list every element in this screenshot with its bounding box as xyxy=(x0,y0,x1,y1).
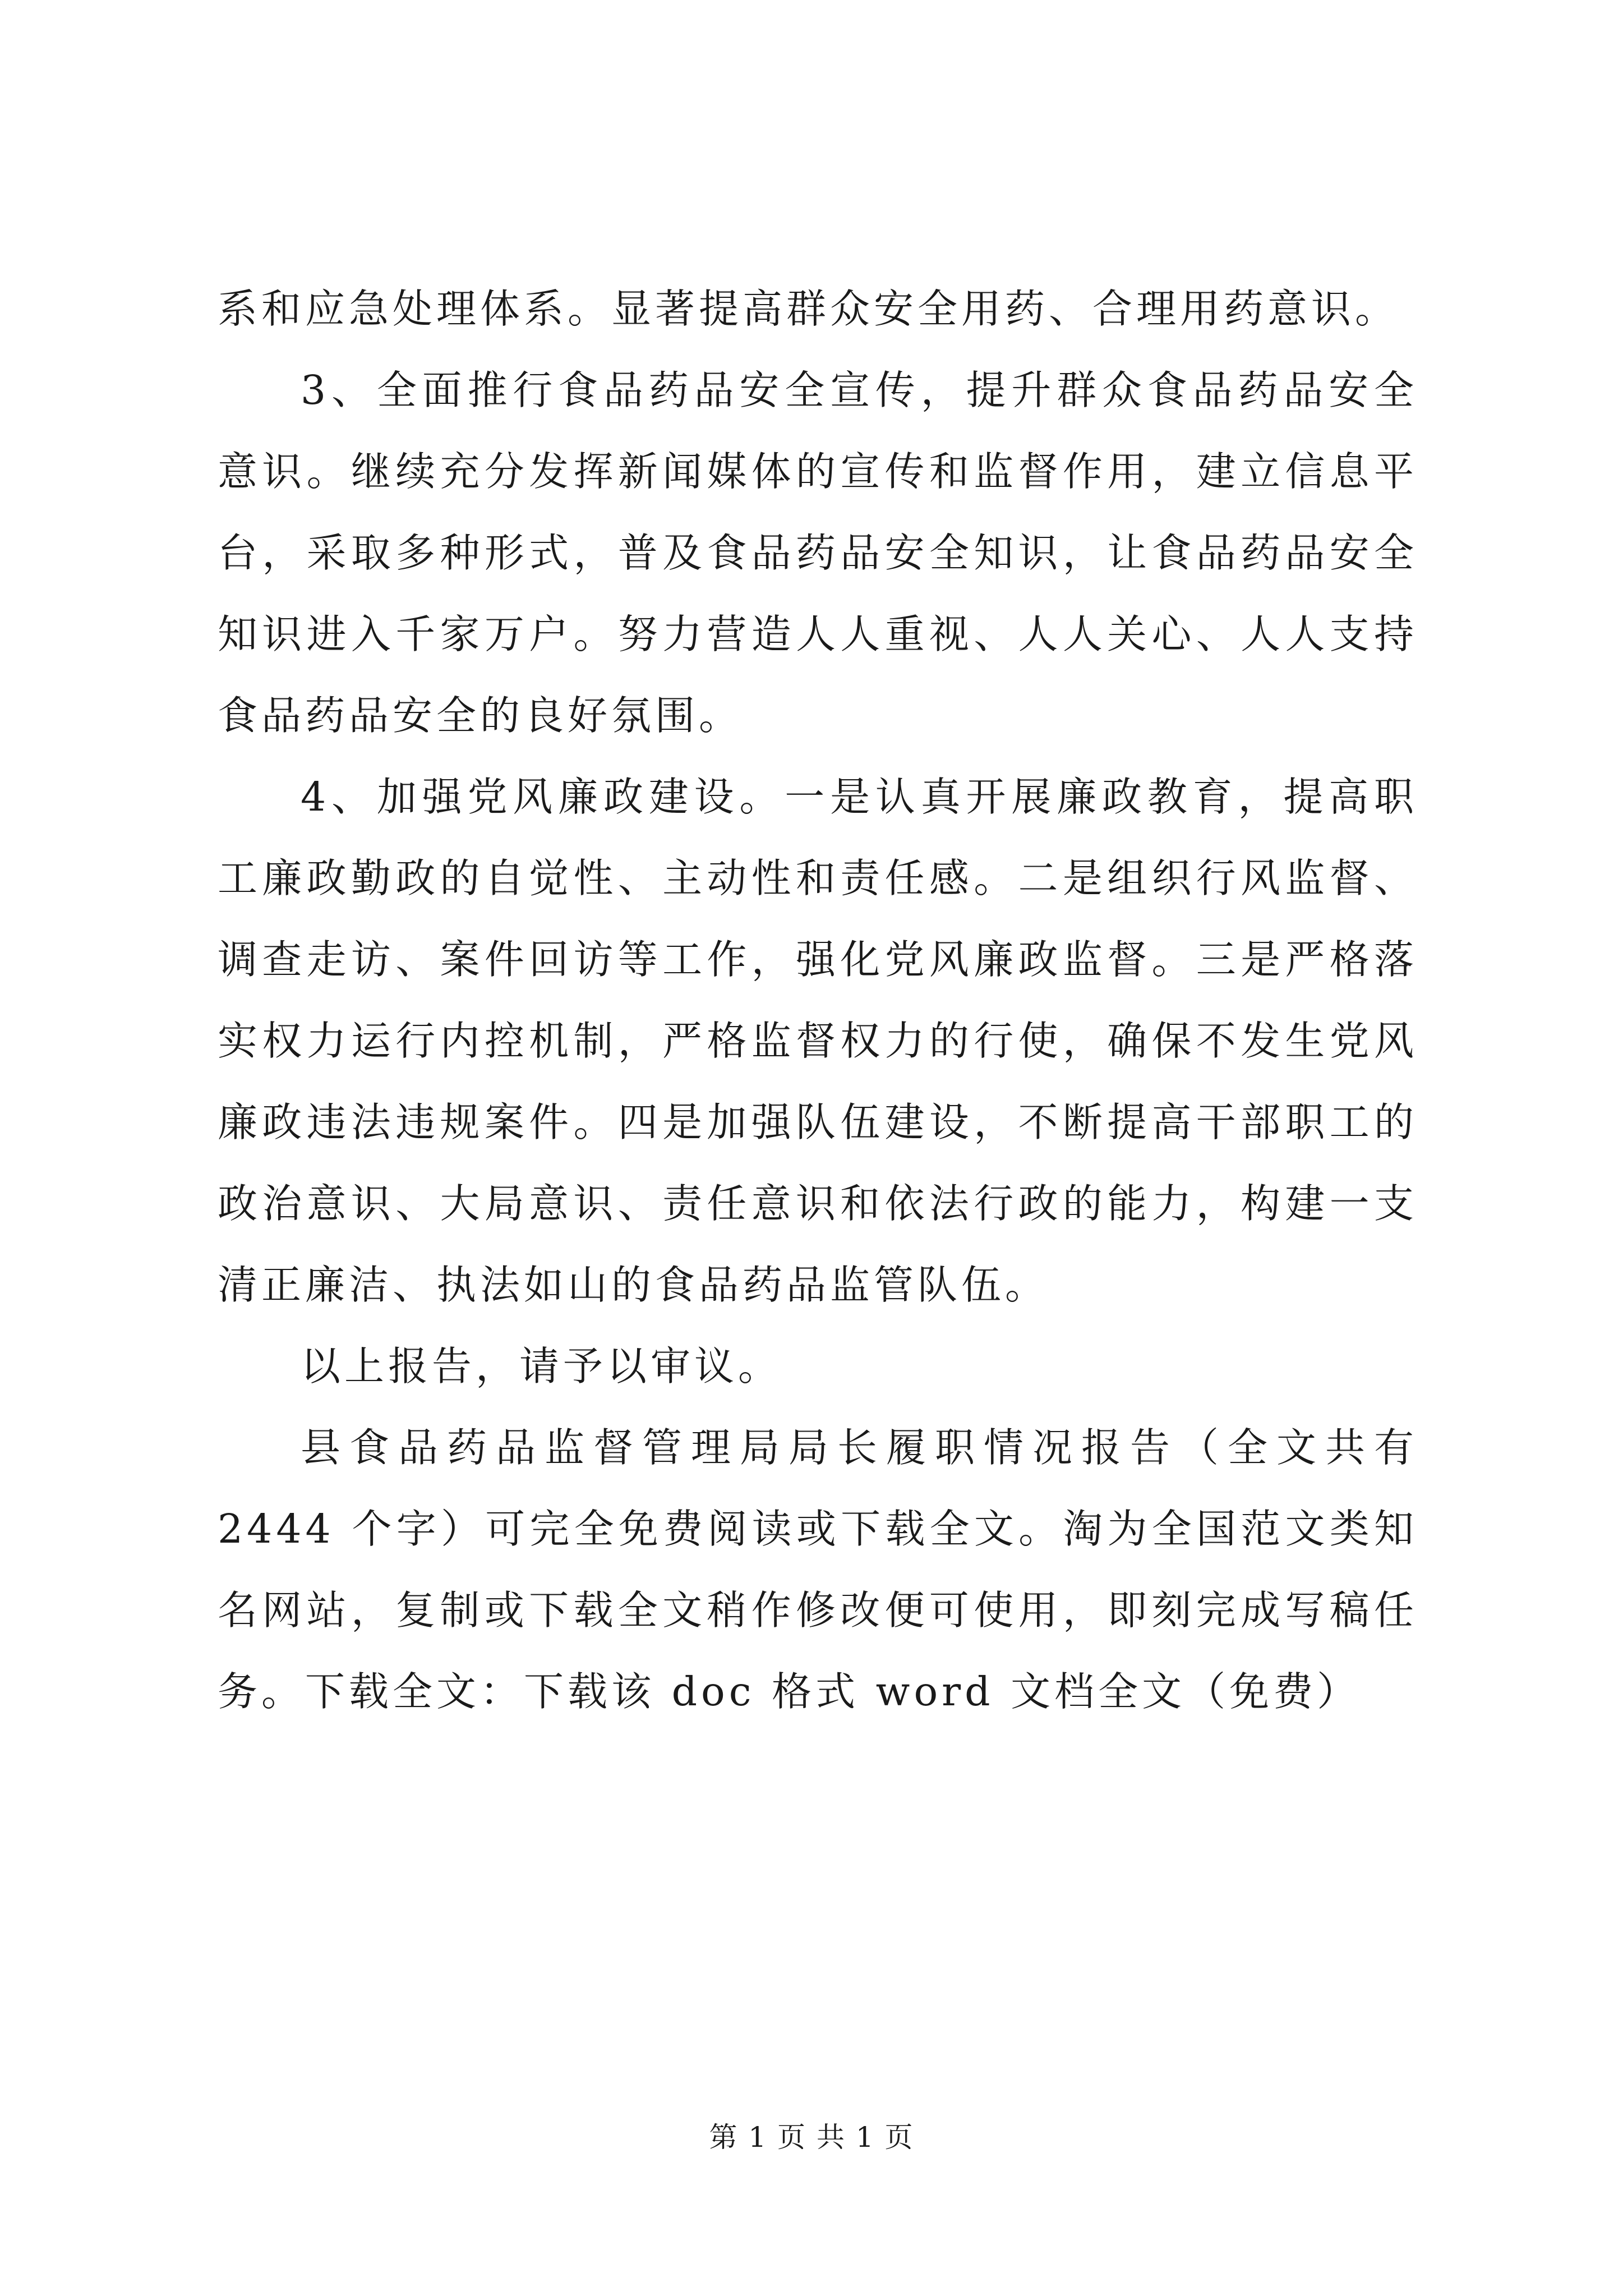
paragraph-item-3-publicity: 3、全面推行食品药品安全宣传，提升群众食品药品安全意识。继续充分发挥新闻媒体的宣传和监督作用，建立信息平台，采取多种形式，普及食品药品安全知识，让食品药品安全知识进入千家万户。努力营造人人重视、人人关心、人人支持食品药品安全的良好氛围。 xyxy=(218,367,1418,739)
paragraph-download-notice: 县食品药品监督管理局局长履职情况报告（全文共有 2444 个字）可完全免费阅读或下载全文。淘为全国范文类知名网站，复制或下载全文稍作修改便可使用，即刻完成写稿任务。下载全文：下载该 doc 格式 word 文档全文（免费） xyxy=(218,1424,1418,1715)
paragraph-continuation: 系和应急处理体系。显著提高群众安全用药、合理用药意识。 xyxy=(218,286,1399,332)
page-number-footer: 第 1 页 共 1 页 xyxy=(709,2121,914,2154)
document-body xyxy=(218,268,1418,1732)
paragraph-closing-remark: 以上报告，请予以审议。 xyxy=(301,1343,782,1389)
paragraph-item-4-integrity: 4、加强党风廉政建设。一是认真开展廉政教育，提高职工廉政勤政的自觉性、主动性和责任感。二是组织行风监督、调查走访、案件回访等工作，强化党风廉政监督。三是严格落实权力运行内控机制，严格监督权力的行使，确保不发生党风廉政违法违规案件。四是加强队伍建设，不断提高干部职工的政治意识、大局意识、责任意识和依法行政的能力，构建一支清正廉洁、执法如山的食品药品监管队伍。 xyxy=(218,774,1418,1308)
